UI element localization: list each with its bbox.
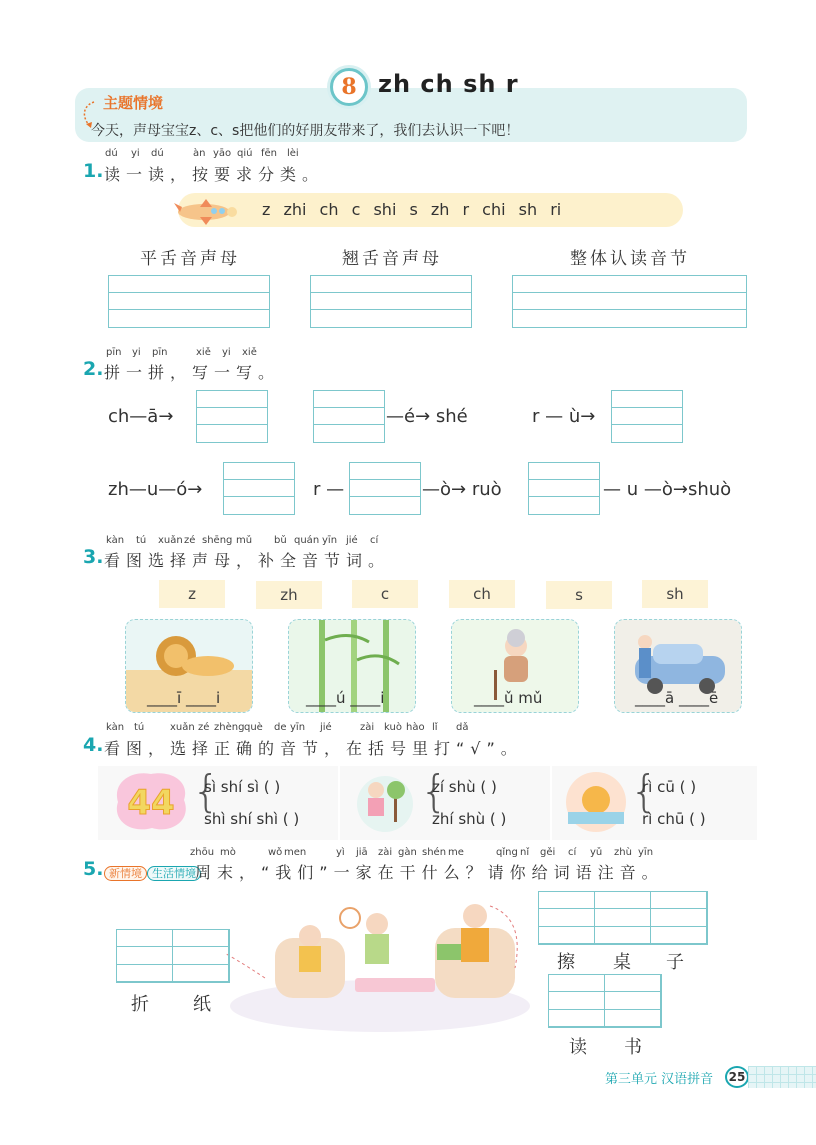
pinyin: zé (198, 722, 210, 733)
answer-box[interactable] (512, 275, 747, 328)
pinyin: me (448, 847, 464, 858)
pinyin: fēn (261, 148, 278, 159)
pinyin: zhèng (214, 722, 245, 733)
option-text[interactable]: zí shù ( ) (432, 778, 497, 796)
spelling-expression: — u —ò→shuò (603, 479, 732, 500)
initial-tag: z (159, 580, 225, 608)
option-text[interactable]: sì shí sì ( ) (204, 778, 281, 796)
syllable-box[interactable] (349, 462, 421, 515)
pinyin-grid[interactable] (116, 929, 230, 983)
pinyin: shēng (202, 535, 233, 546)
pinyin: xiě (242, 347, 257, 358)
fill-blank: ____ǔ mǔ (474, 689, 543, 707)
pinyin: què (244, 722, 263, 733)
answer-box[interactable] (310, 275, 472, 328)
syllable-box[interactable] (528, 462, 600, 515)
pinyin: tú (134, 722, 145, 733)
initial-tag: s (546, 581, 612, 609)
pinyin: dǎ (456, 722, 469, 733)
brace: { (420, 766, 448, 817)
pinyin: yǔ (590, 847, 603, 858)
pinyin-grid[interactable] (538, 891, 708, 945)
category-label: 整体认读音节 (570, 249, 690, 269)
fill-blank: ____ī ____i (147, 689, 221, 707)
page-number: 25 (725, 1066, 749, 1088)
fill-text: ē (708, 689, 719, 707)
word-char: 擦 (557, 952, 575, 973)
fill-text: ī (177, 689, 182, 707)
pinyin: nǐ (520, 847, 530, 858)
initial-tag: ch (449, 580, 515, 608)
category-label: 平舌音声母 (140, 249, 240, 269)
brace: { (192, 766, 220, 817)
syllable-box[interactable] (313, 390, 385, 443)
pinyin: kàn (106, 722, 125, 733)
answer-box[interactable] (108, 275, 270, 328)
q3-text: 看图选择声母，补全音节词。 (104, 551, 391, 570)
pinyin: shén (422, 847, 447, 858)
reading-text: z zhi ch c shi s zh r chi sh ri (262, 200, 562, 219)
pinyin: xuǎn (158, 535, 183, 546)
initial-tag: sh (642, 580, 708, 608)
pinyin: kuò (384, 722, 402, 733)
pinyin: yīn (290, 722, 306, 733)
word-char: 桌 (613, 952, 631, 973)
syllable-box[interactable] (223, 462, 295, 515)
pinyin: lèi (287, 148, 299, 159)
pinyin: yi (222, 347, 231, 358)
pinyin: àn (193, 148, 206, 159)
word-char: 书 (624, 1037, 642, 1058)
fill-text: i (215, 689, 221, 707)
pinyin: xiě (196, 347, 211, 358)
word-char: 读 (569, 1037, 587, 1058)
pinyin: gàn (398, 847, 417, 858)
syllable-box[interactable] (196, 390, 268, 443)
pinyin: cí (568, 847, 577, 858)
spelling-expression: —ò→ ruò (422, 479, 502, 500)
word-char: 子 (666, 952, 684, 973)
category-label: 翘舌音声母 (342, 249, 442, 269)
pinyin: de (274, 722, 287, 733)
footer-grid-decoration (748, 1066, 816, 1088)
pinyin: bǔ (274, 535, 287, 546)
spelling-expression: r — (313, 479, 345, 500)
pinyin: kàn (106, 535, 125, 546)
pinyin: quán (294, 535, 320, 546)
pinyin: zhōu (190, 847, 215, 858)
option-text[interactable]: rì chū ( ) (642, 810, 706, 828)
fill-blank: ____ú ____i (306, 689, 385, 707)
pinyin: zé (184, 535, 196, 546)
pinyin: lǐ (432, 722, 438, 733)
fill-text: ǔ mǔ (504, 689, 543, 707)
pinyin: yi (132, 347, 141, 358)
life-context-tag: 生活情境 (147, 866, 201, 881)
spelling-expression: ch—ā→ (108, 406, 174, 427)
q2-text: 拼一拼，写一写。 (104, 363, 281, 382)
q1-number: 1. (83, 160, 104, 182)
pinyin: zài (360, 722, 375, 733)
pinyin: xuǎn (170, 722, 195, 733)
context-tags (104, 862, 201, 881)
initial-tag: c (352, 580, 418, 608)
pinyin: wǒ (268, 847, 283, 858)
fill-text: ú (336, 689, 346, 707)
option-text[interactable]: rì cū ( ) (642, 778, 697, 796)
pinyin: mò (220, 847, 236, 858)
fill-blank: ____ā ____ē (635, 689, 719, 707)
pinyin: jiā (356, 847, 368, 858)
option-text[interactable]: zhí shù ( ) (432, 810, 507, 828)
pinyin: pīn (106, 347, 122, 358)
pinyin: pīn (152, 347, 168, 358)
pinyin: qiú (237, 148, 253, 159)
pinyin: jié (320, 722, 332, 733)
pinyin-grid[interactable] (548, 974, 662, 1028)
number-44-icon (112, 770, 190, 834)
q5-number: 5. (83, 858, 104, 880)
family-reading-illustration (225, 888, 535, 1033)
q4-text: 看图，选择正确的音节，在括号里打“√”。 (104, 739, 523, 758)
pinyin: zài (378, 847, 393, 858)
fill-text: ā (665, 689, 675, 707)
pinyin: yāo (213, 148, 232, 159)
pinyin: cí (370, 535, 379, 546)
spelling-expression: —é→ shé (386, 406, 468, 427)
pinyin: mǔ (236, 535, 253, 546)
pinyin: hào (406, 722, 425, 733)
pinyin: tú (136, 535, 147, 546)
pinyin: yì (336, 847, 345, 858)
pinyin: qǐng (496, 847, 518, 858)
initial-tag: zh (256, 581, 322, 609)
pinyin: yi (131, 148, 140, 159)
word-char: 折 (131, 994, 149, 1015)
option-text[interactable]: shì shí shì ( ) (204, 810, 300, 828)
girl-tree-icon (352, 770, 418, 834)
q4-number: 4. (83, 734, 104, 756)
pinyin: dú (151, 148, 164, 159)
pinyin: yīn (638, 847, 654, 858)
new-context-tag: 新情境 (104, 866, 147, 881)
theme-text: 今天，声母宝宝z、c、s把他们的好朋友带来了，我们去认识一下吧！ (91, 123, 520, 139)
q1-text: 读一读，按要求分类。 (104, 165, 325, 184)
pinyin: jié (346, 535, 358, 546)
brace: { (630, 766, 658, 817)
syllable-box[interactable] (611, 390, 683, 443)
q3-number: 3. (83, 546, 104, 568)
pinyin: gěi (540, 847, 556, 858)
number-44-text: 44 (127, 783, 175, 823)
pinyin: zhù (614, 847, 632, 858)
footer-unit: 第三单元 汉语拼音 (605, 1072, 714, 1087)
q5-text: 周末，“我们”一家在干什么？请你给词语注音。 (195, 863, 664, 882)
q2-number: 2. (83, 358, 104, 380)
lesson-number-badge: 8 (330, 68, 368, 106)
airplane-icon (172, 197, 242, 227)
word-char: 纸 (193, 994, 211, 1015)
spelling-expression: r — ù→ (532, 406, 596, 427)
pinyin: yīn (322, 535, 338, 546)
sunrise-icon (562, 770, 630, 834)
spelling-expression: zh—u—ó→ (108, 479, 203, 500)
pinyin: dú (105, 148, 118, 159)
lesson-title: zh ch sh r (378, 70, 519, 98)
fill-text: i (380, 689, 385, 707)
theme-label: 主题情境 (103, 94, 164, 112)
pinyin: men (284, 847, 307, 858)
